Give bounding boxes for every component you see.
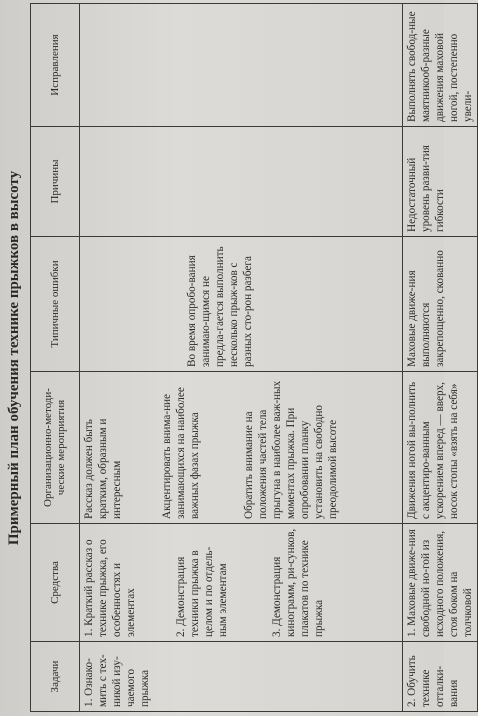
header-tasks: Задачи <box>31 642 80 712</box>
cell-measures <box>80 372 403 524</box>
means-item: 2. Демонстрация техники прыжка в целом и по отдель-ным элементам <box>175 546 229 637</box>
measure-item: Обратить внимание на положения частей тела прыгуна в наиболее важ-ных моментах прыжка. При опробовании планку установить на свободно преодолимой высоте <box>243 380 339 519</box>
header-means: Средства <box>31 524 80 642</box>
page-title: Примерный план обучения технике прыжков в высоту <box>6 170 22 546</box>
cell-fix: Выполнять свобод-ные маятникооб-разные движения маховой ногой, постепенно увели- <box>403 4 478 127</box>
header-causes: Причины <box>31 127 80 237</box>
header-fixes: Исправления <box>31 4 80 127</box>
cell-means: 1. Маховые движе-ния свободной но-гой из исходного положения, стоя боком на толчковой <box>403 524 478 642</box>
measure-item: Акцентировать внима-ние занимающихся на наиболее важных фазах прыжка <box>161 387 201 519</box>
header-measures: Организационно-методи-ческие мероприятия <box>31 372 80 524</box>
table-header-row <box>31 4 80 712</box>
table-row <box>403 4 478 712</box>
cell-measures: Движения ногой вы-полнить с акцентиро-ванным ускорением вперед — вверх, носок стопы «взять на себя» <box>403 372 478 524</box>
cell-cause: Недостаточный уровень разви-тия гибкости <box>403 127 478 237</box>
means-item: 3. Демонстрация кинограмм, ри-сунков, плакатов по технике прыжка <box>271 528 325 637</box>
cell-cause <box>80 127 403 237</box>
training-plan-table <box>30 3 478 712</box>
measure-item: Рассказ должен быть кратким, образным и интересным <box>83 418 123 519</box>
cell-error: Маховые движе-ния выполняются закрепощенно, скованно <box>403 237 478 372</box>
cell-task: 1. Ознако-мить с тех-никой изу-чаемого прыжка <box>80 642 403 712</box>
header-errors: Типичные ошибки <box>31 237 80 372</box>
cell-means <box>80 524 403 642</box>
cell-task: 2. Обучить технике отталки-вания <box>403 642 478 712</box>
cell-error <box>80 237 403 372</box>
table-row <box>80 4 403 712</box>
error-text: Во время опробо-вания занимаю-щимся не предла-гается выполнить несколько прыж-ков с разных сто-рон разбега <box>186 246 254 367</box>
means-item: 1. Краткий рассказ о технике прыжка, его особенностях и элементах <box>83 539 137 637</box>
cell-fix <box>80 4 403 127</box>
